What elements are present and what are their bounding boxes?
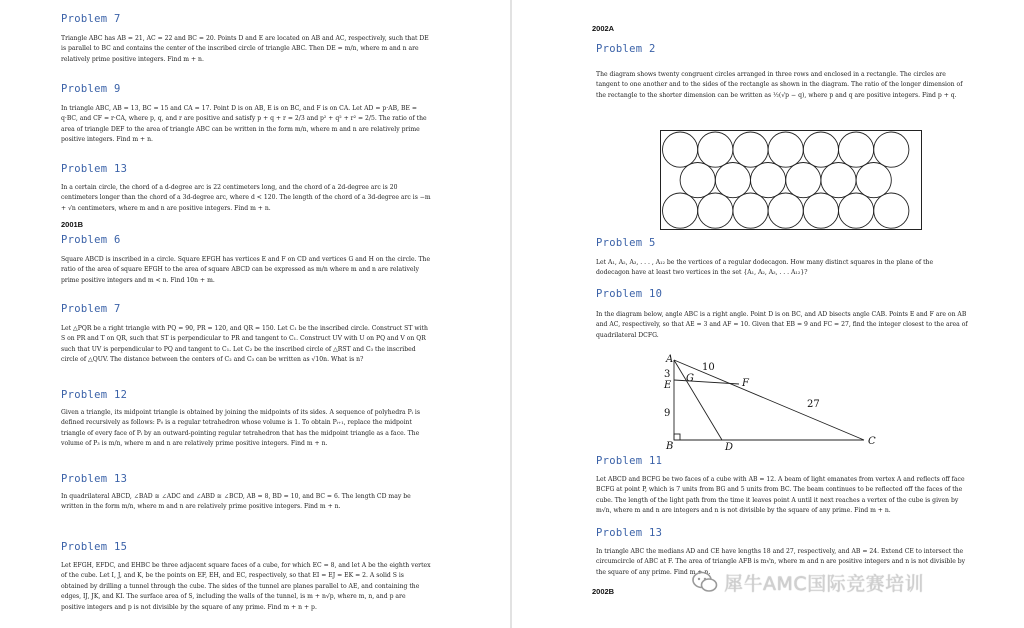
- circle: [839, 132, 874, 167]
- watermark-text: 犀牛AMC国际竞赛培训: [724, 572, 925, 595]
- enclosing-rectangle: [661, 131, 922, 230]
- right-angle-mark: [674, 434, 680, 440]
- circle: [821, 163, 856, 198]
- problem-text: In a certain circle, the chord of a d-degree arc is 22 centimeters long, and the chord of a 2d-degree arc is 20 centimeters longer than the chord of a 3d-degree arc, where d < 120. The length of the chord of a 3d-degree arc is −m + √n centimeters, where m and n are positive integers. Find m + n.: [61, 184, 431, 212]
- length-ae: 3: [664, 369, 671, 380]
- problem-heading: Problem 7: [61, 303, 121, 315]
- left-page: [0, 0, 510, 628]
- problem-text: The diagram shows twenty congruent circles arranged in three rows and enclosed in a rectangle. The circles are tangent to one another and to the sides of the rectangle as shown in the diagram. The ratio of the longer dimension of the rectangle to the shorter dimension can be written as ½(√p − q), where p and q are positive integers. Find p + q.: [596, 71, 963, 99]
- length-fc: 27: [807, 399, 820, 410]
- problem-text: In triangle ABC the medians AD and CE have lengths 18 and 27, respectively, and AB = 24. Extend CE to intersect the circumcircle of ABC at F. The area of triangle AFB is m√n, where m and n are positive integers and n is not divisible by the square of any prime. Find m + n.: [596, 548, 966, 576]
- length-eb: 9: [664, 408, 671, 419]
- circle: [698, 132, 733, 167]
- problem-text: Triangle ABC has AB = 21, AC = 22 and BC = 20. Points D and E are located on AB and AC, respectively, such that DE is parallel to BC and contains the center of the inscribed circle of triangle ABC. Then DE = m/n, where m and n are relatively prime positive integers. Find m + n.: [61, 35, 429, 63]
- circle: [768, 193, 803, 228]
- problem-heading: Problem 12: [61, 389, 128, 401]
- problem-text: In triangle ABC, AB = 13, BC = 15 and CA = 17. Point D is on AB, E is on BC, and F is on CA. Let AD = p·AB, BE = q·BC, and CF = r·CA, where p, q, and r are positive and satisfy p + q + r = 2/3 and p² + q² + r² = 2/5. The ratio of the area of triangle DEF to the area of triangle ABC can be written in the form m/n, where m and n are relatively prime positive integers. Find m + n.: [61, 105, 427, 144]
- label-d: D: [725, 442, 734, 452]
- circle: [733, 193, 768, 228]
- label-e: E: [664, 380, 672, 391]
- circle: [856, 163, 891, 198]
- problem-text: Let EFGH, EFDC, and EHBC be three adjacent square faces of a cube, for which EC = 8, and let A be the eighth vertex of the cube. Let I, J, and K, be the points on EF, EH, and EC, respectively, so that EI = EJ = EK = 2. A solid S is obtained by drilling a tunnel through the cube. The sides of the tunnel are planes parallel to AE, and containing the edges, IJ, JK, and KI. The surface area of S, including the walls of the tunnel, is m + n√p, where m, n, and p are positive integers and p is not divisible by the square of any prime. Find m + n + p.: [61, 562, 431, 611]
- circle: [698, 193, 733, 228]
- circle: [680, 163, 715, 198]
- problem-heading: Problem 13: [61, 163, 128, 175]
- problem-text: In the diagram below, angle ABC is a right angle. Point D is on BC, and AD bisects angle CAB. Points E and F are on AB and AC, respectively, so that AE = 3 and AF = 10. Given that EB = 9 and FC = 27, find the integer closest to the area of quadrilateral DCFG.: [596, 311, 968, 339]
- problem-heading: Problem 10: [596, 288, 663, 300]
- problem-text: Let △PQR be a right triangle with PQ = 90, PR = 120, and QR = 150. Let C₁ be the inscribed circle. Construct ST with S on PR and T on QR, such that ST is perpendicular to PR and tangent to C₁. Construct UV with U on PQ and V on QR such that UV is perpendicular to PQ and tangent to C₁. Let C₂ be the inscribed circle of △RST and C₃ the inscribed circle of △QUV. The distance between the centers of C₂ and C₃ can be written as √10n. What is n?: [61, 325, 428, 364]
- segment-ef: [674, 380, 739, 384]
- label-f: F: [742, 378, 749, 389]
- problem-text: Let A₁, A₂, A₃, . . . , A₁₂ be the vertices of a regular dodecagon. How many distinct squares in the plane of the dodecagon have at least two vertices in the set {A₁, A₂, A₃, . . . A₁₂}?: [596, 259, 934, 277]
- triangle-diagram: [662, 350, 892, 452]
- label-a: A: [666, 354, 674, 365]
- circle: [839, 193, 874, 228]
- circle: [874, 193, 909, 228]
- segment-ad: [674, 360, 722, 440]
- problem-heading: Problem 7: [61, 13, 121, 25]
- problem-heading: Problem 6: [61, 234, 121, 246]
- problem-heading: Problem 11: [596, 455, 663, 467]
- circle: [751, 163, 786, 198]
- circle: [803, 132, 838, 167]
- circle: [733, 132, 768, 167]
- circle: [715, 163, 750, 198]
- circle: [663, 132, 698, 167]
- circle: [874, 132, 909, 167]
- year-label: 2002B: [592, 587, 615, 596]
- year-label: 2001B: [61, 220, 84, 229]
- circle: [786, 163, 821, 198]
- problem-heading: Problem 5: [596, 237, 656, 249]
- problem-heading: Problem 13: [61, 473, 128, 485]
- watermark: [692, 568, 992, 596]
- label-g: G: [686, 373, 694, 384]
- problem-heading: Problem 15: [61, 541, 128, 553]
- length-af: 10: [702, 362, 715, 373]
- year-label: 2002A: [592, 24, 615, 33]
- right-page: [512, 0, 1024, 628]
- label-c: C: [868, 436, 876, 447]
- wechat-icon: [692, 570, 718, 594]
- circle: [803, 193, 838, 228]
- circle: [663, 193, 698, 228]
- problem-text: Let ABCD and BCFG be two faces of a cube with AB = 12. A beam of light emanates from vertex A and reflects off face BCFG at point P, which is 7 units from BG and 5 units from BC. The beam continues to be reflected off the faces of the cube. The length of the light path from the time it leaves point A until it next reaches a vertex of the cube is given by m√n, where m and n are integers and n is not divisible by the square of any prime. Find m + n.: [596, 476, 965, 515]
- circles-diagram: [660, 130, 922, 230]
- label-b: B: [666, 441, 674, 452]
- problem-text: Square ABCD is inscribed in a circle. Square EFGH has vertices E and F on CD and vertices G and H on the circle. The ratio of the area of square EFGH to the area of square ABCD can be expressed as m/n where m and n are relatively prime positive integers and m < n. Find 10n + m.: [61, 256, 431, 284]
- problem-heading: Problem 13: [596, 527, 663, 539]
- problem-heading: Problem 9: [61, 83, 121, 95]
- problem-text: In quadrilateral ABCD, ∠BAD ≅ ∠ADC and ∠ABD ≅ ∠BCD, AB = 8, BD = 10, and BC = 6. The length CD may be written in the form m/n, where m and n are relatively prime positive integers. Find m + n.: [61, 493, 411, 511]
- problem-text: Given a triangle, its midpoint triangle is obtained by joining the midpoints of its sides. A sequence of polyhedra Pᵢ is defined recursively as follows: P₀ is a regular tetrahedron whose volume is 1. To obtain Pᵢ₊₁, replace the midpoint triangle of every face of Pᵢ by an outward-pointing regular tetrahedron that has the midpoint triangle as a face. The volume of P₃ is m/n, where m and n are relatively prime positive integers. Find m + n.: [61, 409, 420, 448]
- problem-heading: Problem 2: [596, 43, 656, 55]
- circle: [768, 132, 803, 167]
